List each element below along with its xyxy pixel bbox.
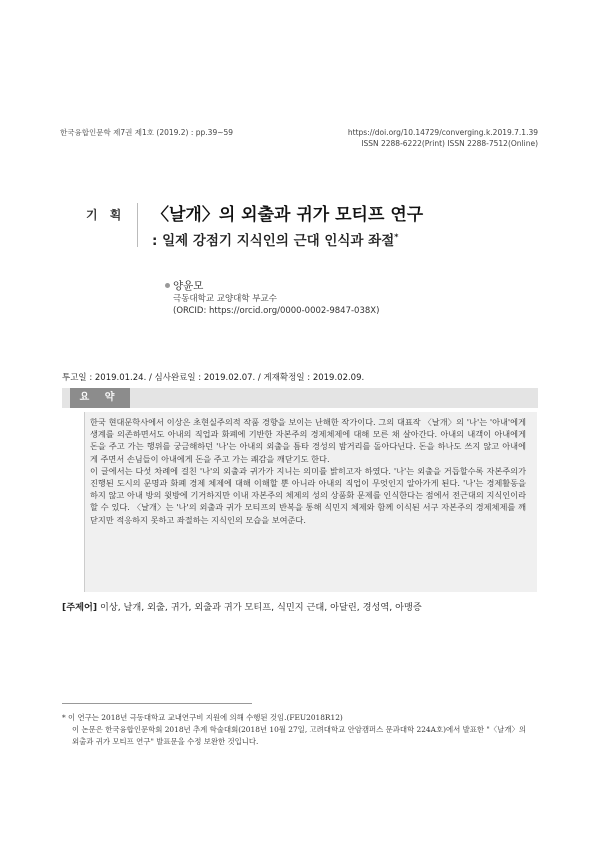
submission-dates: 투고일 : 2019.01.24. / 심사완료일 : 2019.02.07. / 게재확정일 : 2019.02.09.: [62, 373, 365, 383]
paper-subtitle: [152, 229, 398, 249]
author-affiliation: 극동대학교 교양대학 부교수: [173, 294, 277, 304]
abstract-label: 요 약: [70, 388, 130, 408]
keywords: [62, 599, 542, 613]
journal-citation: 한국융합인문학 제7권 제1호 (2019.2) : pp.39~59: [60, 128, 234, 137]
footnote-rule: [62, 703, 252, 704]
abstract-paragraph-2: 이 글에서는 다섯 차례에 걸친 '나'의 외출과 귀가가 지니는 의미를 밝히고자 하였다. '나'는 외출을 거듭할수록 자본주의가 진행된 도시의 문명과 화폐 경제 체제에 대해 이해할 뿐 아니라 아내의 직업이 무엇인지 알아가게 된다. '나'는 경제활동을 하지 않고 아내 방의 윗방에 기거하지만 이내 자본주의 체제의 성의 상품화 문제를 인식한다는 점에서 전근대의 지식인이라 할 수 있다. 〈날개〉는 '나'의 외출과 귀가 모티프의 반복을 통해 식민지 체제와 함께 이식된 서구 자본주의 경제체제를 깨닫지만 적응하지 못하고 좌절하는 지식인의 모습을 보여준다.: [90, 465, 526, 525]
section-label: 기 획: [86, 208, 126, 222]
doi-link[interactable]: https://doi.org/10.14729/converging.k.2019.7.1.39: [347, 128, 538, 137]
doi-issn-block: [348, 127, 538, 149]
footnote: [62, 712, 532, 748]
abstract-text: [90, 416, 526, 526]
issn-text: ISSN 2288-6222(Print) ISSN 2288-7512(Online): [361, 139, 538, 148]
keywords-label: [주제어]: [62, 602, 98, 613]
subtitle-text: : 일제 강점기 지식인의 근대 인식과 좌절: [152, 233, 395, 249]
footnote-mark[interactable]: *: [394, 232, 399, 242]
title-divider: [137, 203, 138, 247]
keywords-list: 이상, 날개, 외출, 귀가, 외출과 귀가 모티프, 식민지 근대, 아달린, 경성역, 아맹증: [99, 602, 422, 613]
author-orcid[interactable]: (ORCID: https://orcid.org/0000-0002-9847-038X): [173, 306, 380, 316]
footnote-line-2: 이 논문은 한국융합인문학회 2018년 추계 학술대회(2018년 10월 27일, 고려대학교 안암캠퍼스 문과대학 224A호)에서 발표한 "〈날개〉의 외출과 귀가 모티프 연구" 발표문을 수정 보완한 것입니다.: [72, 725, 526, 746]
abstract-paragraph-1: 한국 현대문학사에서 이상은 초현실주의적 작품 경향을 보이는 난해한 작가이다. 그의 대표작 〈날개〉의 '나'는 '아내'에게 생계를 의존하면서도 아내의 직업과 화폐에 기반한 자본주의 경제체제에 대해 모른 채 살아간다. 아내의 내객이 아내에게 돈을 주고 가는 행위를 궁금해하던 '나'는 아내의 외출을 틈타 경성의 밤거리를 돌아다닌다. 돈을 하나도 쓰지 않고 아내에게 주면서 손님들이 아내에게 돈을 주고 가는 쾌감을 깨닫기도 한다.: [90, 417, 526, 464]
abstract-header-bar: [62, 388, 538, 408]
author-affiliation-block: [173, 293, 379, 317]
footnote-line-1: * 이 연구는 2018년 극동대학교 교내연구비 지원에 의해 수행된 것임.(FEU2018R12): [62, 713, 343, 722]
author-name: 양윤모: [173, 280, 204, 292]
paper-title: 〈날개〉의 외출과 귀가 모티프 연구: [152, 205, 424, 225]
author-bullet-icon: [165, 283, 170, 288]
